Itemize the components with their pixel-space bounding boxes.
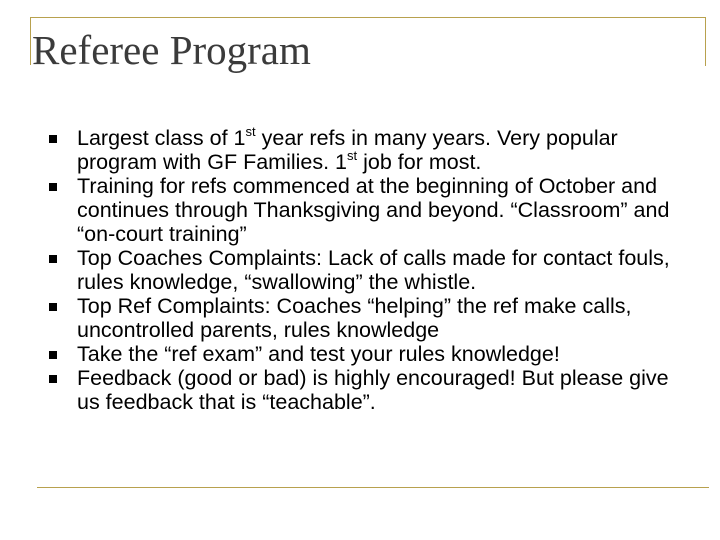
bullet-item	[40, 246, 690, 294]
square-bullet-icon	[49, 183, 57, 191]
square-bullet-icon	[49, 255, 57, 263]
top-rule	[30, 17, 706, 18]
left-rule	[30, 17, 31, 65]
bullet-text-part: year refs in many years. Very popular program with GF Families. 1	[77, 126, 618, 174]
bullet-text: Feedback (good or bad) is highly encouraged! But please give us feedback that is “teachable”.	[77, 366, 669, 414]
right-rule	[705, 17, 706, 66]
bottom-rule	[37, 487, 709, 488]
bullet-text: Training for refs commenced at the beginning of October and continues through Thanksgiving and beyond. “Classroom” and “on-court training”	[77, 174, 670, 246]
bullet-text: Take the “ref exam” and test your rules knowledge!	[77, 342, 560, 366]
bullet-item	[40, 174, 690, 246]
square-bullet-icon	[49, 375, 57, 383]
slide-title: Referee Program	[32, 27, 311, 73]
bullet-item	[40, 126, 690, 174]
bullet-text: Top Coaches Complaints: Lack of calls made for contact fouls, rules knowledge, “swallowing” the whistle.	[77, 246, 670, 294]
square-bullet-icon	[49, 351, 57, 359]
bullet-text	[77, 126, 690, 174]
superscript: st	[245, 124, 256, 139]
bullet-list	[40, 126, 690, 414]
bullet-text: Top Ref Complaints: Coaches “helping” the ref make calls, uncontrolled parents, rules knowledge	[77, 294, 632, 342]
bullet-item	[40, 294, 690, 342]
bullet-text-part: Largest class of 1	[77, 126, 246, 150]
square-bullet-icon	[49, 135, 57, 143]
bullet-item	[40, 342, 690, 366]
superscript: st	[347, 148, 358, 163]
bullet-item	[40, 366, 690, 414]
square-bullet-icon	[49, 303, 57, 311]
bullet-text-part: job for most.	[357, 150, 482, 174]
